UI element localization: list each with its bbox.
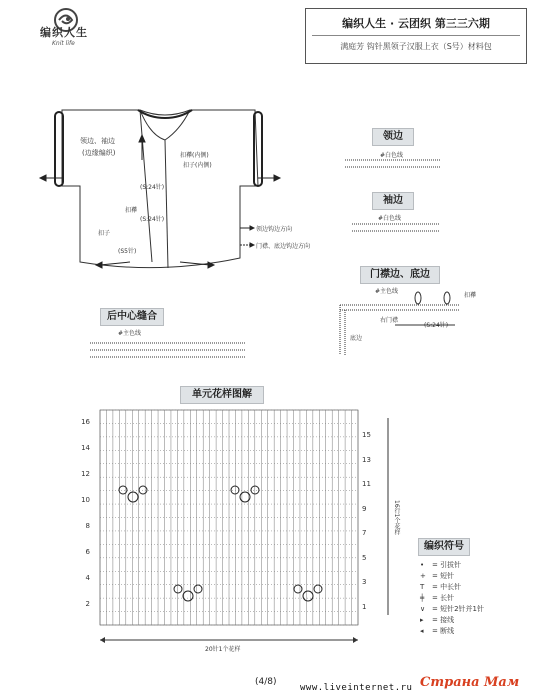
label-stitch-count-3: (S5针) <box>118 248 137 255</box>
source-url: www.liveinternet.ru <box>300 683 413 693</box>
legend-item <box>420 604 484 615</box>
placket-hem: 底边 <box>350 335 363 342</box>
header-divider <box>312 35 520 36</box>
logo-tagline: Knit life <box>52 40 75 47</box>
sleeve-strip <box>352 224 440 231</box>
collar-strip <box>345 160 440 167</box>
legend-symbol: T <box>420 583 425 591</box>
row-number: 2 <box>85 600 90 608</box>
brand-watermark: Страна Мам <box>420 675 520 690</box>
row-number: 14 <box>81 444 90 452</box>
label-stitch-count-2: (S:24针) <box>140 216 165 223</box>
label-stitch-count-1: (S:24针) <box>140 184 165 191</box>
back-seam-strip <box>90 343 245 357</box>
legend-symbol: ╪ <box>420 594 425 602</box>
legend-symbol: ◂ <box>420 627 424 635</box>
legend-label: = 短针 <box>432 572 455 580</box>
legend-label: = 引拔针 <box>432 561 462 569</box>
arrow-legend-2: 门襟、底边钩边方向 <box>256 243 311 250</box>
legend-item <box>420 560 484 571</box>
section-symbols-title: 编织符号 <box>418 538 470 556</box>
row-number: 6 <box>85 548 90 556</box>
legend-item <box>420 626 484 637</box>
legend-label: = 短针2针并1针 <box>432 605 484 613</box>
sleeve-cuff-left <box>55 112 63 186</box>
sleeve-cuff-right <box>254 112 262 186</box>
row-number: 5 <box>362 553 367 562</box>
label-buttonhole-2: 扣襻 <box>125 207 138 214</box>
placket-left: 右门襟 <box>380 317 399 324</box>
section-sleeve-title: 袖边 <box>372 192 414 210</box>
legend-label: = 长针 <box>432 594 455 602</box>
row-number: 13 <box>362 455 371 464</box>
header-title: 编织人生 · 云团织 第三三六期 <box>342 17 490 30</box>
flower-motifs <box>119 486 322 601</box>
symbol-legend <box>420 560 484 637</box>
pattern-grid <box>100 410 358 625</box>
section-pattern-title: 单元花样图解 <box>180 386 264 404</box>
row-number: 16 <box>81 418 90 426</box>
legend-symbol: ▸ <box>420 616 424 624</box>
pattern-side-note: 16行1个花样 <box>393 500 400 536</box>
row-number: 7 <box>362 529 367 537</box>
legend-label: = 接线 <box>432 616 455 624</box>
section-placket-title: 门襟边、底边 <box>360 266 440 284</box>
row-number: 8 <box>85 522 90 530</box>
sleeve-color: #白色线 <box>378 215 402 222</box>
label-buttonhole: 扣襻(内侧) <box>180 152 209 159</box>
legend-symbol: ∨ <box>420 605 426 613</box>
label-collar: 领边、袖边 <box>80 137 115 145</box>
legend-item <box>420 593 484 604</box>
row-number: 1 <box>362 602 367 611</box>
label-collar-sub: (边缘编织) <box>82 149 116 157</box>
row-number: 4 <box>85 574 90 582</box>
legend-label: = 断线 <box>432 627 455 635</box>
placket-count: (S:24针) <box>424 322 449 329</box>
row-number: 10 <box>81 496 90 504</box>
pattern-bottom-note: 20针1个花样 <box>205 646 241 653</box>
label-button-2: 扣子 <box>98 230 111 237</box>
header-subtitle: 满庭芳 钩针黑领子汉服上衣（S号）材料包 <box>340 42 492 51</box>
collar-color: #白色线 <box>380 152 404 159</box>
label-button: 扣子(内侧) <box>183 162 212 169</box>
collar-edge <box>138 110 192 118</box>
row-number: 15 <box>362 431 371 439</box>
page-number: (4/8) <box>255 677 277 687</box>
section-collar-title: 领边 <box>372 128 414 146</box>
placket-buttonhole: 扣襻 <box>464 292 477 299</box>
legend-label: = 中长针 <box>432 583 462 591</box>
legend-symbol: • <box>420 561 425 569</box>
row-number: 9 <box>362 504 367 513</box>
legend-item <box>420 582 484 593</box>
placket-color: #主色线 <box>375 288 399 295</box>
legend-item <box>420 571 484 582</box>
section-back-seam-title: 后中心缝合 <box>100 308 164 326</box>
row-number: 12 <box>81 470 90 478</box>
legend-symbol: + <box>420 572 426 580</box>
row-number: 11 <box>362 480 371 488</box>
header-box <box>305 8 527 64</box>
legend-item <box>420 615 484 626</box>
row-number: 3 <box>362 578 367 586</box>
logo-name: 编织人生 <box>40 26 88 39</box>
arrow-legend-1: 领边钩边方向 <box>256 226 293 233</box>
back-seam-color: #主色线 <box>118 330 142 337</box>
